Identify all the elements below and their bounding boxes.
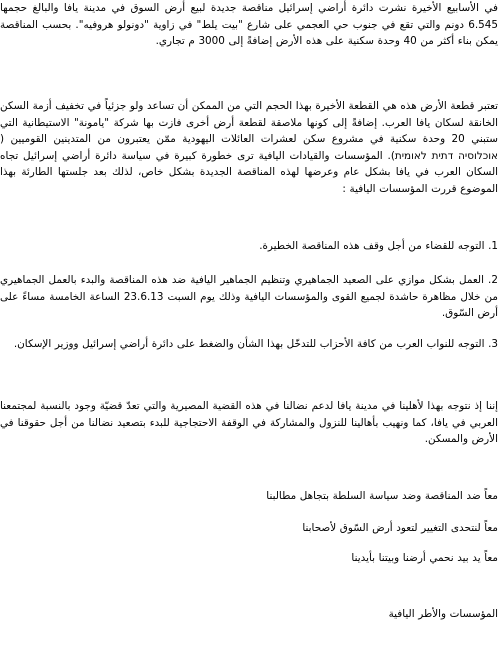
appeal-paragraph: إننا إذ نتوجه بهذا لأهلينا في مدينة يافا لدعم نضالنا في هذه القضية المصيرية والتي تعدّ قضيّة وجود بالنسبة لمجتمعنا العربي في يافا، كما ونهيب بأهالينا للنزول والمشاركة في الوقفة الاحتجاجية للبدء بتصعيد نضالنا من أجل حقوقنا في الأرض والمسكن. [0,400,498,445]
decision-item-1: 1. التوجه للقضاء من أجل وقف هذه المناقصة الخطيرة. [259,240,498,252]
slogan-1: معاً ضد المناقصة وضد سياسة السلطة بتجاهل مطالبنا [266,490,498,502]
slogan-3: معاً يد بيد نحمي أرضنا وبيتنا بأيدينا [351,552,498,564]
decision-item-2: 2. العمل بشكل موازي على الصعيد الجماهيري وتنظيم الجماهير اليافية ضد هذه المناقصة والبدء بالعمل الجماهيري من خلال مظاهرة حاشدة لجميع القوى والمؤسسات اليافية وذلك يوم السبت 23.6.13 الساعة الخامسة مساءً على أرض السّوق. [0,274,498,319]
intro-paragraph: في الأسابيع الأخيرة نشرت دائرة أراضي إسرائيل مناقصة جديدة لبيع أرض السوق في مدينة يافا والبالغ حجمها 6.545 دونم والتي تقع في جنوب حي العجمي على شارع "بيت يلط" في زاوية "دونولو هروفيه". بحسب المناقصة يمكن بناء أكثر من 40 وحدة سكنية على هذه الأرض إضافةً إلى 3000 م تجاري. [0,2,498,47]
decision-item-3: 3. التوجه للنواب العرب من كافة الأحزاب للتدخّل بهذا الشأن والضغط على دائرة أراضي إسرائيل ووزير الإسكان. [13,338,498,350]
slogan-2: معاً لنتحدى التغيير لتعود أرض السّوق لأصحابنا [302,522,498,534]
signature: المؤسسات والأطر اليافية [388,608,498,620]
background-paragraph: تعتبر قطعة الأرض هذه هي القطعة الأخيرة بهذا الحجم التي من الممكن أن تساعد ولو جزئياً في تخفيف أزمة السكن الخانقة لسكان يافا العرب. إضافةً إلى كونها ملاصقة لقطعة أرض أخرى فازت بها شركة "يامونة" الاستيطانية التي ستبني 20 وحدة سكنية في مشروع سكن لعشرات العائلات اليهودية ممّن يعتبرون من المتدينين القوميين ( אוכלוסיה דתית לאומית). المؤسسات والقيادات اليافية ترى خطورة كبيرة في سياسة دائرة أراضي إسرائيل تجاه السكان العرب في يافا بشكل عام وعرضها لهذه المناقصة الجديدة بشكل خاص، لذلك بعد جلستها الطارئة بهذا الموضوع قررت المؤسسات اليافية : [0,100,498,195]
